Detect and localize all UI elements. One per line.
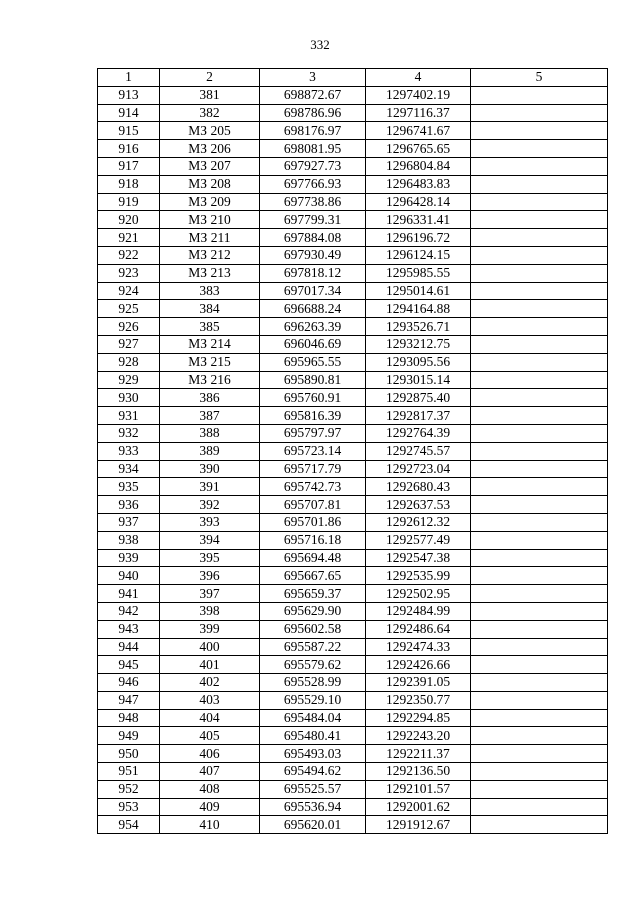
table-cell: 1292001.62 [366, 798, 471, 816]
table-cell: 695717.79 [260, 460, 366, 478]
table-cell: 396 [160, 567, 260, 585]
table-cell: 695484.04 [260, 709, 366, 727]
table-cell: 930 [98, 389, 160, 407]
table-cell: 403 [160, 691, 260, 709]
column-header: 2 [160, 69, 260, 87]
table-cell: МЗ 215 [160, 353, 260, 371]
column-header: 5 [471, 69, 608, 87]
table-cell: 1292745.57 [366, 442, 471, 460]
table-cell: 698176.97 [260, 122, 366, 140]
table-row [98, 264, 608, 282]
table-cell: 1296765.65 [366, 140, 471, 158]
table-cell: 697884.08 [260, 229, 366, 247]
table-cell: 929 [98, 371, 160, 389]
table-row [98, 691, 608, 709]
table-row [98, 638, 608, 656]
table-cell: 387 [160, 407, 260, 425]
table-cell: МЗ 207 [160, 157, 260, 175]
table-row [98, 335, 608, 353]
table-cell: 402 [160, 674, 260, 692]
table-cell [471, 496, 608, 514]
table-cell: 695493.03 [260, 745, 366, 763]
table-cell [471, 300, 608, 318]
table-cell: 926 [98, 318, 160, 336]
table-cell: 944 [98, 638, 160, 656]
table-cell: 404 [160, 709, 260, 727]
table-cell [471, 513, 608, 531]
table-cell: 383 [160, 282, 260, 300]
table-cell: 695694.48 [260, 549, 366, 567]
table-cell: 696688.24 [260, 300, 366, 318]
table-cell: 1292391.05 [366, 674, 471, 692]
table-row [98, 424, 608, 442]
table-cell: 406 [160, 745, 260, 763]
table-cell [471, 104, 608, 122]
table-cell [471, 122, 608, 140]
table-cell: 388 [160, 424, 260, 442]
table-cell: 913 [98, 86, 160, 104]
table-cell: 381 [160, 86, 260, 104]
table-cell: 695579.62 [260, 656, 366, 674]
table-cell: 1292426.66 [366, 656, 471, 674]
table-cell: 696046.69 [260, 335, 366, 353]
table-cell: 1296741.67 [366, 122, 471, 140]
table-cell: 695587.22 [260, 638, 366, 656]
table-cell: 915 [98, 122, 160, 140]
column-header: 1 [98, 69, 160, 87]
table-cell [471, 745, 608, 763]
table-cell [471, 727, 608, 745]
table-row [98, 727, 608, 745]
table-cell: 928 [98, 353, 160, 371]
table-cell: 1291912.67 [366, 816, 471, 834]
table-cell: 1294164.88 [366, 300, 471, 318]
table-cell: 395 [160, 549, 260, 567]
table-row [98, 371, 608, 389]
table-cell: 1296331.41 [366, 211, 471, 229]
table-cell: 695602.58 [260, 620, 366, 638]
table-cell [471, 264, 608, 282]
table-cell [471, 193, 608, 211]
table-cell [471, 798, 608, 816]
table-cell: 943 [98, 620, 160, 638]
table-row [98, 460, 608, 478]
table-cell [471, 674, 608, 692]
table-cell: 697927.73 [260, 157, 366, 175]
table-cell: 1293212.75 [366, 335, 471, 353]
table-header-row [98, 69, 608, 87]
table-cell: 695890.81 [260, 371, 366, 389]
table-row [98, 282, 608, 300]
table-row [98, 567, 608, 585]
table-cell: 1292243.20 [366, 727, 471, 745]
table-cell [471, 567, 608, 585]
table-cell: 1296428.14 [366, 193, 471, 211]
table-cell: 1292875.40 [366, 389, 471, 407]
table-cell: 695620.01 [260, 816, 366, 834]
table-row [98, 496, 608, 514]
table-cell: 695716.18 [260, 531, 366, 549]
table-cell: 931 [98, 407, 160, 425]
table-cell: 1295014.61 [366, 282, 471, 300]
table-cell: 938 [98, 531, 160, 549]
table-row [98, 780, 608, 798]
table-cell: 1292680.43 [366, 478, 471, 496]
table-cell [471, 709, 608, 727]
table-cell: 697738.86 [260, 193, 366, 211]
table-cell: 1292211.37 [366, 745, 471, 763]
table-cell: 916 [98, 140, 160, 158]
table-cell: 941 [98, 585, 160, 603]
table-cell: 392 [160, 496, 260, 514]
table-cell [471, 531, 608, 549]
table-cell [471, 424, 608, 442]
column-header: 4 [366, 69, 471, 87]
table-cell: 1292294.85 [366, 709, 471, 727]
table-cell [471, 282, 608, 300]
table-cell [471, 620, 608, 638]
table-cell: 921 [98, 229, 160, 247]
table-cell: 933 [98, 442, 160, 460]
table-cell: 697766.93 [260, 175, 366, 193]
table-cell: 695723.14 [260, 442, 366, 460]
table-cell: МЗ 213 [160, 264, 260, 282]
table-cell: 1293526.71 [366, 318, 471, 336]
table-cell: 949 [98, 727, 160, 745]
table-cell [471, 407, 608, 425]
table-cell: МЗ 211 [160, 229, 260, 247]
table-cell [471, 460, 608, 478]
table-cell [471, 656, 608, 674]
table-cell [471, 763, 608, 781]
table-cell: 385 [160, 318, 260, 336]
table-cell: 935 [98, 478, 160, 496]
table-cell: 695528.99 [260, 674, 366, 692]
table-cell: 695536.94 [260, 798, 366, 816]
table-cell: 390 [160, 460, 260, 478]
table-cell [471, 691, 608, 709]
table-cell [471, 229, 608, 247]
table-cell: 936 [98, 496, 160, 514]
table-cell: 939 [98, 549, 160, 567]
table-cell: 1292764.39 [366, 424, 471, 442]
table-cell: 946 [98, 674, 160, 692]
table-row [98, 798, 608, 816]
table-cell: 409 [160, 798, 260, 816]
table-cell: 917 [98, 157, 160, 175]
table-cell [471, 335, 608, 353]
table-row [98, 193, 608, 211]
table-cell: 1295985.55 [366, 264, 471, 282]
table-row [98, 709, 608, 727]
table-row [98, 478, 608, 496]
table-cell: 397 [160, 585, 260, 603]
table-row [98, 407, 608, 425]
table-cell: 1297116.37 [366, 104, 471, 122]
table-cell: 695529.10 [260, 691, 366, 709]
table-cell [471, 318, 608, 336]
table-cell: 950 [98, 745, 160, 763]
table-row [98, 674, 608, 692]
table-cell: 925 [98, 300, 160, 318]
table-cell: 1296124.15 [366, 246, 471, 264]
table-cell: МЗ 216 [160, 371, 260, 389]
table-cell: 695816.39 [260, 407, 366, 425]
table-row [98, 122, 608, 140]
table-cell: 391 [160, 478, 260, 496]
table-cell: 934 [98, 460, 160, 478]
table-cell [471, 353, 608, 371]
table-cell [471, 816, 608, 834]
table-cell: 697930.49 [260, 246, 366, 264]
table-cell: 1292484.99 [366, 602, 471, 620]
table-cell: 1296483.83 [366, 175, 471, 193]
table-cell: 697017.34 [260, 282, 366, 300]
table-cell: МЗ 205 [160, 122, 260, 140]
coordinates-table [97, 68, 608, 834]
table-cell: 1292101.57 [366, 780, 471, 798]
table-cell: 695629.90 [260, 602, 366, 620]
table-cell: 695701.86 [260, 513, 366, 531]
table-cell: 695965.55 [260, 353, 366, 371]
table-row [98, 104, 608, 122]
table-cell: 1292486.64 [366, 620, 471, 638]
table-cell: 384 [160, 300, 260, 318]
table-row [98, 300, 608, 318]
table-cell: 920 [98, 211, 160, 229]
table-row [98, 549, 608, 567]
table-cell: 1292350.77 [366, 691, 471, 709]
table-row [98, 816, 608, 834]
table-cell [471, 549, 608, 567]
table-row [98, 157, 608, 175]
table-cell [471, 371, 608, 389]
table-cell: 698786.96 [260, 104, 366, 122]
table-cell [471, 478, 608, 496]
table-cell [471, 638, 608, 656]
table-cell: 923 [98, 264, 160, 282]
table-cell: 405 [160, 727, 260, 745]
table-cell [471, 86, 608, 104]
table-cell: 942 [98, 602, 160, 620]
table-cell: МЗ 206 [160, 140, 260, 158]
table-cell: 399 [160, 620, 260, 638]
table-cell [471, 585, 608, 603]
table-row [98, 531, 608, 549]
table-row [98, 513, 608, 531]
table-row [98, 246, 608, 264]
table-cell: 919 [98, 193, 160, 211]
table-cell: 937 [98, 513, 160, 531]
table-row [98, 745, 608, 763]
table-cell: 394 [160, 531, 260, 549]
table-cell: 914 [98, 104, 160, 122]
table-row [98, 763, 608, 781]
table-cell: 922 [98, 246, 160, 264]
table-cell: МЗ 208 [160, 175, 260, 193]
table-cell: 398 [160, 602, 260, 620]
table-cell: 1292547.38 [366, 549, 471, 567]
page-number: 332 [310, 37, 330, 52]
table-cell: 695494.62 [260, 763, 366, 781]
table-row [98, 175, 608, 193]
table-cell: 386 [160, 389, 260, 407]
table-cell: 1292637.53 [366, 496, 471, 514]
table-cell: 945 [98, 656, 160, 674]
table-row [98, 389, 608, 407]
table-cell: 1293095.56 [366, 353, 471, 371]
table-cell: 951 [98, 763, 160, 781]
table-cell: 695742.73 [260, 478, 366, 496]
table-cell: 927 [98, 335, 160, 353]
table-cell: 948 [98, 709, 160, 727]
table-row [98, 602, 608, 620]
table-row [98, 86, 608, 104]
table-cell: 400 [160, 638, 260, 656]
table-cell: 1292502.95 [366, 585, 471, 603]
table-cell: 932 [98, 424, 160, 442]
table-cell: 1292474.33 [366, 638, 471, 656]
table-cell: 697818.12 [260, 264, 366, 282]
table-cell: 389 [160, 442, 260, 460]
table-cell: 697799.31 [260, 211, 366, 229]
table-cell: 401 [160, 656, 260, 674]
table-row [98, 620, 608, 638]
table-cell: 947 [98, 691, 160, 709]
table-cell: 954 [98, 816, 160, 834]
table-cell: 382 [160, 104, 260, 122]
table-cell: 1292817.37 [366, 407, 471, 425]
table-cell: 1292723.04 [366, 460, 471, 478]
table-cell: 1293015.14 [366, 371, 471, 389]
table-row [98, 211, 608, 229]
table-body [98, 86, 608, 833]
table-cell: 1292577.49 [366, 531, 471, 549]
table-cell: 408 [160, 780, 260, 798]
table-cell: 695659.37 [260, 585, 366, 603]
table-cell: 410 [160, 816, 260, 834]
table-cell: 1292612.32 [366, 513, 471, 531]
table-cell: 695760.91 [260, 389, 366, 407]
table-row [98, 585, 608, 603]
table-cell: МЗ 214 [160, 335, 260, 353]
table-cell: 940 [98, 567, 160, 585]
table-row [98, 140, 608, 158]
table-cell: 393 [160, 513, 260, 531]
table-cell [471, 157, 608, 175]
table-cell: 698872.67 [260, 86, 366, 104]
table-cell [471, 211, 608, 229]
table-cell: 407 [160, 763, 260, 781]
table-cell: 924 [98, 282, 160, 300]
table-cell: МЗ 212 [160, 246, 260, 264]
table-cell: МЗ 209 [160, 193, 260, 211]
table-cell: 1292136.50 [366, 763, 471, 781]
table-cell [471, 780, 608, 798]
table-cell [471, 442, 608, 460]
table-cell: 695525.57 [260, 780, 366, 798]
table-cell [471, 602, 608, 620]
table-cell: 953 [98, 798, 160, 816]
table-cell: 698081.95 [260, 140, 366, 158]
table-cell: 695707.81 [260, 496, 366, 514]
table-row [98, 229, 608, 247]
table-cell: 695797.97 [260, 424, 366, 442]
table-row [98, 656, 608, 674]
table-cell [471, 246, 608, 264]
table-cell [471, 175, 608, 193]
table-cell [471, 389, 608, 407]
table-cell: 1292535.99 [366, 567, 471, 585]
table-cell: 918 [98, 175, 160, 193]
table-cell: 1296196.72 [366, 229, 471, 247]
table-cell: 952 [98, 780, 160, 798]
table-cell: МЗ 210 [160, 211, 260, 229]
table-row [98, 353, 608, 371]
table-cell: 695480.41 [260, 727, 366, 745]
table-cell: 1296804.84 [366, 157, 471, 175]
table-cell: 696263.39 [260, 318, 366, 336]
table-row [98, 318, 608, 336]
table-cell: 695667.65 [260, 567, 366, 585]
table-row [98, 442, 608, 460]
table-cell: 1297402.19 [366, 86, 471, 104]
table-cell [471, 140, 608, 158]
column-header: 3 [260, 69, 366, 87]
